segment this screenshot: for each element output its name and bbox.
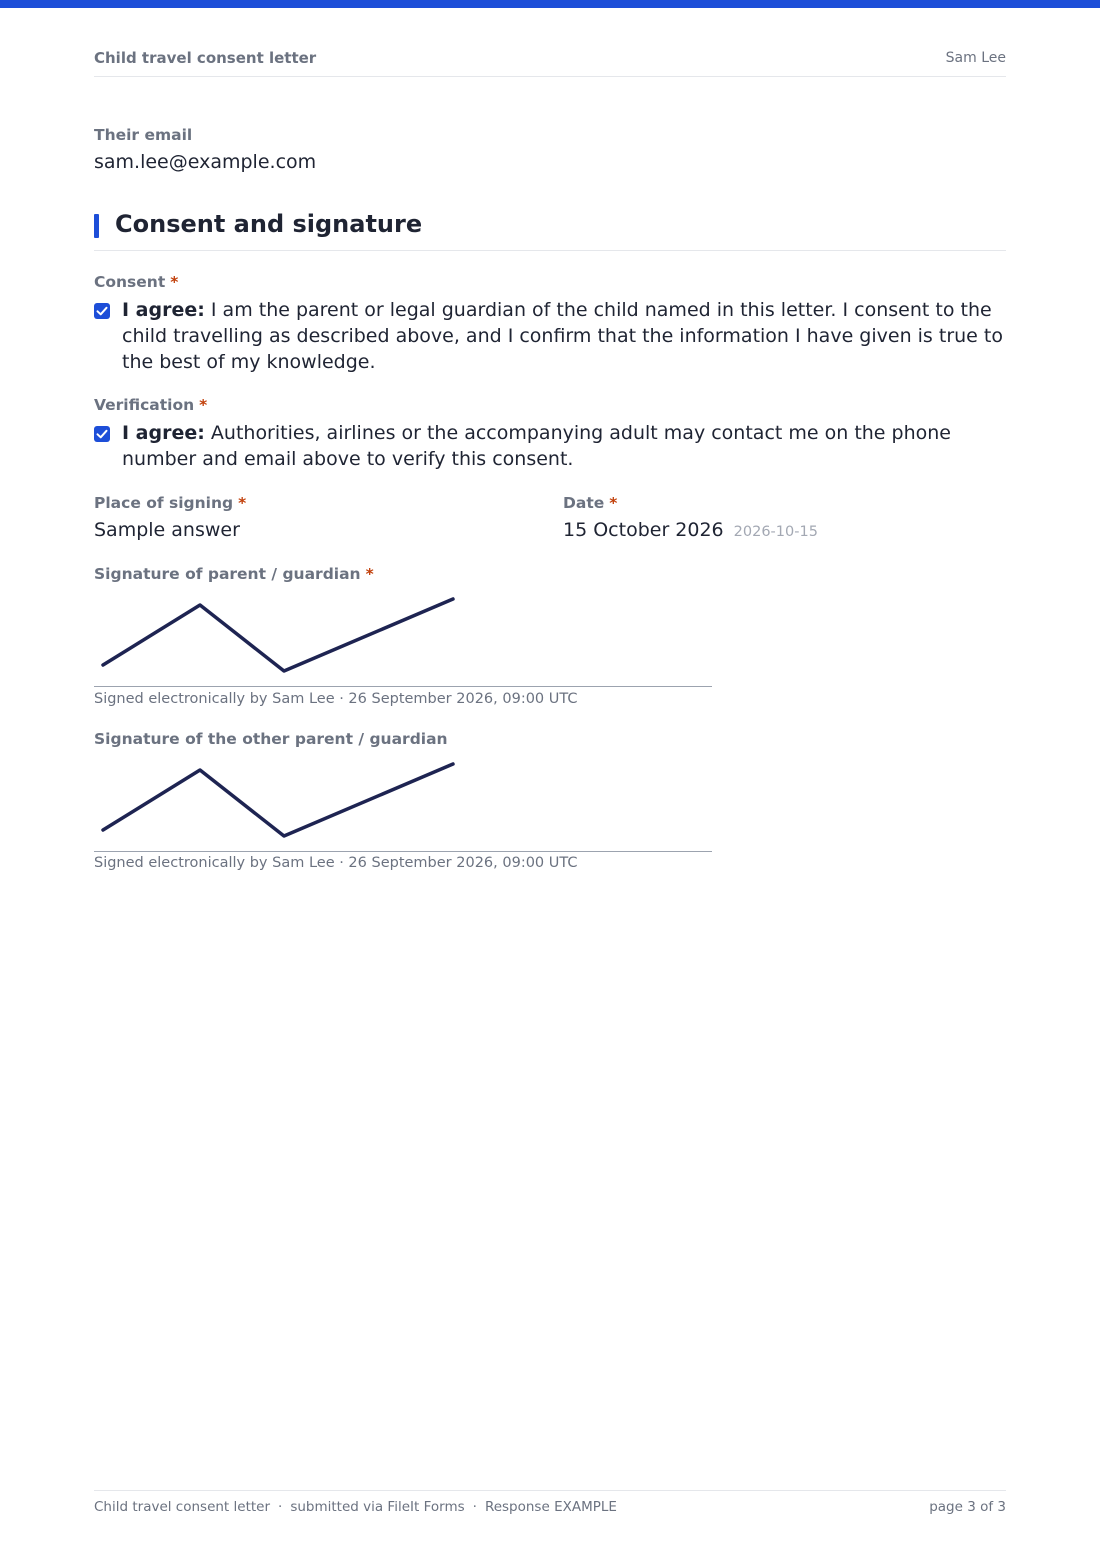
- document-title: Child travel consent letter: [94, 49, 317, 67]
- footer-submitted: submitted via FileIt Forms: [290, 1499, 465, 1515]
- date-field: [563, 519, 818, 541]
- verification-agree-prefix: I agree:: [122, 422, 205, 444]
- place-of-signing-label: [94, 494, 246, 512]
- date-iso: 2026-10-15: [733, 524, 818, 540]
- signature-other-image: [94, 756, 712, 851]
- signature-guardian-note: Signed electronically by Sam Lee · 26 September 2026, 09:00 UTC: [94, 691, 578, 707]
- verification-label: [94, 396, 207, 414]
- verification-checkbox[interactable]: [94, 426, 110, 442]
- required-marker: *: [238, 494, 247, 512]
- consent-label-text: Consent: [94, 273, 166, 291]
- email-label: Their email: [94, 126, 193, 144]
- section-accent-bar: [94, 214, 99, 238]
- required-marker: *: [170, 273, 179, 291]
- place-of-signing-value: Sample answer: [94, 519, 240, 541]
- page-footer: [94, 1490, 1006, 1515]
- required-marker: *: [199, 396, 208, 414]
- section-title: Consent and signature: [115, 210, 423, 238]
- section-header: [94, 212, 1006, 251]
- required-marker: *: [365, 565, 374, 583]
- separator-dot: ·: [278, 1499, 283, 1515]
- verification-text: Authorities, airlines or the accompanying adult may contact me on the phone number and email above to verify this consent.: [122, 422, 951, 470]
- signature-guardian-area: [94, 591, 712, 687]
- signature-other-note: Signed electronically by Sam Lee · 26 September 2026, 09:00 UTC: [94, 855, 578, 871]
- footer-title: Child travel consent letter: [94, 1499, 271, 1515]
- required-marker: *: [609, 494, 618, 512]
- check-icon: [94, 426, 110, 442]
- running-header: [94, 48, 1006, 77]
- signature-guardian-label: [94, 565, 374, 583]
- signature-other-area: [94, 756, 712, 852]
- date-label-text: Date: [563, 494, 605, 512]
- author-name: Sam Lee: [945, 50, 1006, 66]
- separator-dot: ·: [472, 1499, 477, 1515]
- verification-statement: [122, 420, 1012, 472]
- signature-guardian-label-text: Signature of parent / guardian: [94, 565, 361, 583]
- verification-label-text: Verification: [94, 396, 195, 414]
- consent-agree-prefix: I agree:: [122, 299, 205, 321]
- email-value: sam.lee@example.com: [94, 151, 317, 173]
- place-of-signing-label-text: Place of signing: [94, 494, 234, 512]
- consent-label: [94, 273, 178, 291]
- document-page: [94, 0, 1006, 1556]
- consent-text: I am the parent or legal guardian of the child named in this letter. I consent to the child travelling as described above, and I confirm that the information I have given is true to the best of my knowledge.: [122, 299, 1003, 373]
- consent-statement: [122, 297, 1012, 375]
- signature-other-label: Signature of the other parent / guardian: [94, 730, 448, 748]
- date-label: [563, 494, 617, 512]
- signature-guardian-image: [94, 591, 712, 686]
- footer-response: Response EXAMPLE: [484, 1499, 617, 1515]
- consent-checkbox[interactable]: [94, 303, 110, 319]
- page-number: page 3 of 3: [929, 1499, 1006, 1515]
- date-value: 15 October 2026: [563, 519, 724, 541]
- footer-info: [94, 1499, 617, 1515]
- check-icon: [94, 303, 110, 319]
